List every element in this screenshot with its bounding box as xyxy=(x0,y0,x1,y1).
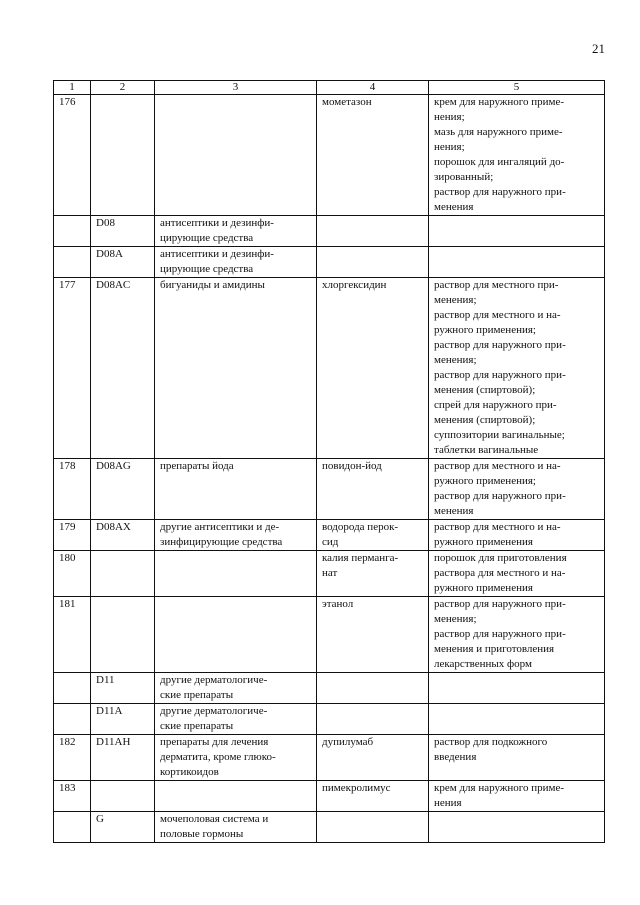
table-body xyxy=(54,95,605,843)
drug-name-cell-text: водорода перок- сид xyxy=(322,521,399,548)
anatomical-group-cell xyxy=(155,735,317,781)
atc-code-cell xyxy=(91,781,155,812)
header-col-2: 2 xyxy=(91,81,155,95)
drug-name-cell xyxy=(317,673,429,704)
row-number-cell xyxy=(54,812,91,843)
table-row xyxy=(54,520,605,551)
atc-code-cell xyxy=(91,551,155,597)
drug-name-cell xyxy=(317,735,429,781)
table-row xyxy=(54,247,605,278)
row-number-cell xyxy=(54,781,91,812)
table-row xyxy=(54,95,605,216)
row-number-cell-text: 181 xyxy=(59,598,76,610)
anatomical-group-cell xyxy=(155,278,317,459)
drug-name-cell xyxy=(317,247,429,278)
anatomical-group-cell xyxy=(155,597,317,673)
row-number-cell xyxy=(54,520,91,551)
row-number-cell xyxy=(54,551,91,597)
drug-name-cell xyxy=(317,216,429,247)
drug-name-cell xyxy=(317,95,429,216)
dosage-forms-cell-text: крем для наружного приме- нения xyxy=(434,782,565,809)
dosage-forms-cell xyxy=(429,735,605,781)
table-row xyxy=(54,551,605,597)
row-number-cell xyxy=(54,673,91,704)
atc-code-cell xyxy=(91,704,155,735)
drug-name-cell xyxy=(317,781,429,812)
anatomical-group-cell xyxy=(155,551,317,597)
atc-code-cell xyxy=(91,812,155,843)
row-number-cell xyxy=(54,459,91,520)
atc-code-cell-text: D08A xyxy=(96,248,123,260)
row-number-cell-text: 180 xyxy=(59,552,76,564)
atc-code-cell xyxy=(91,459,155,520)
row-number-cell-text: 182 xyxy=(59,736,76,748)
anatomical-group-cell xyxy=(155,459,317,520)
header-col-4: 4 xyxy=(317,81,429,95)
dosage-forms-cell-text: порошок для приготовления раствора для местного и на- ружного применения xyxy=(434,552,567,594)
anatomical-group-cell xyxy=(155,247,317,278)
drug-name-cell-text: хлоргексидин xyxy=(322,279,387,291)
table-row xyxy=(54,704,605,735)
dosage-forms-cell xyxy=(429,597,605,673)
atc-code-cell xyxy=(91,216,155,247)
anatomical-group-cell xyxy=(155,812,317,843)
table-header-row xyxy=(54,81,605,95)
drug-name-cell xyxy=(317,597,429,673)
anatomical-group-cell-text: препараты йода xyxy=(160,460,234,472)
row-number-cell-text: 178 xyxy=(59,460,76,472)
drug-name-cell xyxy=(317,812,429,843)
drug-name-cell-text: повидон-йод xyxy=(322,460,382,472)
table-row xyxy=(54,459,605,520)
anatomical-group-cell-text: мочеполовая система и половые гормоны xyxy=(160,813,269,840)
anatomical-group-cell xyxy=(155,673,317,704)
dosage-forms-cell xyxy=(429,704,605,735)
dosage-forms-cell-text: раствор для местного при- менения; раствор для местного и на- ружного применения; раствор для наружного при- менения; раствор для наружного при- менения (спиртовой); спрей для наружного при- менения (спиртовой); суппозитории вагинальные; таблетки вагинальные xyxy=(434,279,566,456)
atc-code-cell xyxy=(91,278,155,459)
anatomical-group-cell xyxy=(155,95,317,216)
anatomical-group-cell-text: бигуаниды и амидины xyxy=(160,279,265,291)
atc-code-cell-text: D11 xyxy=(96,674,115,686)
anatomical-group-cell xyxy=(155,781,317,812)
drug-name-cell-text: дупилумаб xyxy=(322,736,374,748)
atc-code-cell-text: D08AC xyxy=(96,279,131,291)
row-number-cell xyxy=(54,216,91,247)
dosage-forms-cell xyxy=(429,551,605,597)
dosage-forms-cell xyxy=(429,520,605,551)
row-number-cell-text: 176 xyxy=(59,96,76,108)
table-row xyxy=(54,673,605,704)
atc-code-cell xyxy=(91,673,155,704)
table-row xyxy=(54,735,605,781)
dosage-forms-cell xyxy=(429,247,605,278)
row-number-cell-text: 179 xyxy=(59,521,76,533)
anatomical-group-cell xyxy=(155,216,317,247)
table-row xyxy=(54,812,605,843)
row-number-cell xyxy=(54,278,91,459)
row-number-cell xyxy=(54,704,91,735)
atc-code-cell-text: D11A xyxy=(96,705,123,717)
drug-name-cell xyxy=(317,704,429,735)
anatomical-group-cell xyxy=(155,704,317,735)
medicines-table xyxy=(53,80,605,843)
dosage-forms-cell xyxy=(429,673,605,704)
dosage-forms-cell xyxy=(429,781,605,812)
drug-name-cell-text: этанол xyxy=(322,598,354,610)
atc-code-cell xyxy=(91,520,155,551)
atc-code-cell-text: G xyxy=(96,813,104,825)
table-row xyxy=(54,278,605,459)
anatomical-group-cell-text: антисептики и дезинфи- цирующие средства xyxy=(160,248,274,275)
atc-code-cell-text: D08 xyxy=(96,217,115,229)
anatomical-group-cell-text: другие дерматологиче- ские препараты xyxy=(160,705,268,732)
drug-name-cell xyxy=(317,520,429,551)
atc-code-cell xyxy=(91,735,155,781)
dosage-forms-cell-text: раствор для подкожного введения xyxy=(434,736,548,763)
table-row xyxy=(54,597,605,673)
anatomical-group-cell-text: антисептики и дезинфи- цирующие средства xyxy=(160,217,274,244)
row-number-cell xyxy=(54,597,91,673)
page-number: 21 xyxy=(592,41,605,56)
row-number-cell xyxy=(54,247,91,278)
dosage-forms-cell xyxy=(429,278,605,459)
anatomical-group-cell-text: другие дерматологиче- ские препараты xyxy=(160,674,268,701)
dosage-forms-cell xyxy=(429,216,605,247)
atc-code-cell xyxy=(91,597,155,673)
header-col-1: 1 xyxy=(54,81,91,95)
dosage-forms-cell xyxy=(429,459,605,520)
anatomical-group-cell-text: другие антисептики и де- зинфицирующие средства xyxy=(160,521,283,548)
anatomical-group-cell xyxy=(155,520,317,551)
row-number-cell xyxy=(54,95,91,216)
dosage-forms-cell xyxy=(429,812,605,843)
row-number-cell-text: 183 xyxy=(59,782,76,794)
dosage-forms-cell-text: раствор для наружного при- менения; раствор для наружного при- менения и приготовления лекарственных форм xyxy=(434,598,566,670)
drug-name-cell xyxy=(317,551,429,597)
row-number-cell-text: 177 xyxy=(59,279,76,291)
atc-code-cell xyxy=(91,247,155,278)
drug-name-cell-text: мометазон xyxy=(322,96,372,108)
dosage-forms-cell-text: крем для наружного приме- нения; мазь для наружного приме- нения; порошок для ингаляций до- зированный; раствор для наружного при- менения xyxy=(434,96,566,213)
drug-name-cell-text: пимекролимус xyxy=(322,782,391,794)
dosage-forms-cell-text: раствор для местного и на- ружного применения xyxy=(434,521,561,548)
header-col-5: 5 xyxy=(429,81,605,95)
drug-name-cell xyxy=(317,459,429,520)
drug-name-cell-text: калия перманга- нат xyxy=(322,552,399,579)
dosage-forms-cell-text: раствор для местного и на- ружного применения; раствор для наружного при- менения xyxy=(434,460,566,517)
table-row xyxy=(54,781,605,812)
table-row xyxy=(54,216,605,247)
anatomical-group-cell-text: препараты для лечения дерматита, кроме глюко- кортикоидов xyxy=(160,736,276,778)
atc-code-cell-text: D08AG xyxy=(96,460,131,472)
atc-code-cell-text: D08AX xyxy=(96,521,131,533)
header-col-3: 3 xyxy=(155,81,317,95)
atc-code-cell xyxy=(91,95,155,216)
drug-name-cell xyxy=(317,278,429,459)
atc-code-cell-text: D11AH xyxy=(96,736,131,748)
dosage-forms-cell xyxy=(429,95,605,216)
row-number-cell xyxy=(54,735,91,781)
